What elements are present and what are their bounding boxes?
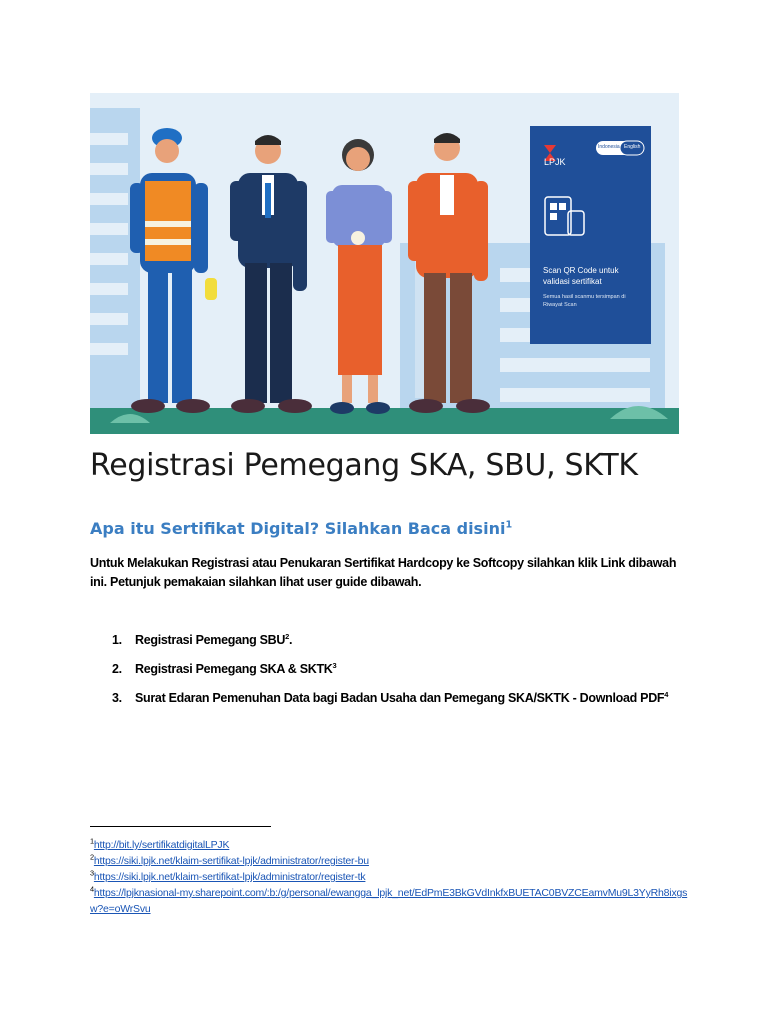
footnote-link-3[interactable]: https://siki.lpjk.net/klaim-sertifikat-lpjk/administrator/register-tk — [93, 871, 366, 883]
footnote-4 — [90, 885, 690, 917]
list-item-text: Registrasi Pemegang SBU — [135, 633, 286, 647]
list-item-sbu[interactable] — [90, 630, 690, 659]
list-item-surat-edaran[interactable] — [90, 688, 690, 717]
footnote-ref-2: 2 — [285, 631, 289, 641]
list-item-suffix: . — [288, 633, 293, 647]
list-item-text: Surat Edaran Pemenuhan Data bagi Badan Usaha dan Pemegang SKA/SKTK - Download PDF — [135, 691, 665, 705]
footnotes — [90, 837, 690, 917]
list-number: 1. — [112, 633, 122, 647]
footnote-1 — [90, 837, 690, 853]
page-title: Registrasi Pemegang SKA, SBU, SKTK — [90, 448, 638, 483]
footnote-number: 2 — [90, 852, 94, 862]
footnote-link-2[interactable]: https://siki.lpjk.net/klaim-sertifikat-lpjk/administrator/register-bu — [93, 855, 369, 867]
footnote-3 — [90, 869, 690, 885]
footnote-ref-3: 3 — [332, 660, 337, 670]
list-number: 3. — [112, 691, 122, 705]
intro-paragraph: Untuk Melakukan Registrasi atau Penukaran Sertifikat Hardcopy ke Softcopy silahkan klik Link dibawah ini. Petunjuk pemakaian silahkan lihat user guide dibawah. — [90, 556, 677, 589]
workers-illustration — [90, 93, 679, 434]
footnote-number: 4 — [90, 884, 94, 894]
footnote-ref-1: 1 — [505, 519, 513, 531]
hero-illustration — [90, 93, 679, 434]
scan-note: Semua hasil scanmu tersimpan di Riwayat Scan — [543, 294, 626, 308]
footnote-ref-4: 4 — [664, 689, 669, 699]
list-number: 2. — [112, 662, 122, 676]
footnote-number: 1 — [90, 836, 94, 846]
scan-heading: Scan QR Code untuk validasi sertifikat — [543, 266, 619, 286]
registration-list — [90, 630, 690, 717]
footnote-link-1[interactable]: http://bit.ly/sertifikatdigitalLPJK — [93, 839, 230, 851]
left-building — [90, 108, 140, 413]
footnote-number: 3 — [90, 868, 94, 878]
footnote-2 — [90, 853, 690, 869]
footnote-link-4[interactable]: https://lpjknasional-my.sharepoint.com/:b:/g/personal/ewangga_lpjk_net/EdPmE3BkGVdInkfxBUETAC0BVZCEamvMu9L3YyRh8ixgsw?e=oWrSvu — [90, 887, 688, 915]
subtitle-link[interactable] — [90, 519, 512, 538]
lpjk-logo-text: LPJK — [544, 157, 566, 167]
subtitle-text: Apa itu Sertifikat Digital? Silahkan Baca disini — [90, 519, 506, 538]
lang-english-button[interactable]: English — [624, 144, 641, 150]
footnote-separator — [90, 826, 271, 827]
lang-indonesia-button[interactable]: Indonesia — [598, 144, 620, 150]
list-item-ska-sktk[interactable] — [90, 659, 690, 688]
list-item-text: Registrasi Pemegang SKA & SKTK — [135, 662, 333, 676]
